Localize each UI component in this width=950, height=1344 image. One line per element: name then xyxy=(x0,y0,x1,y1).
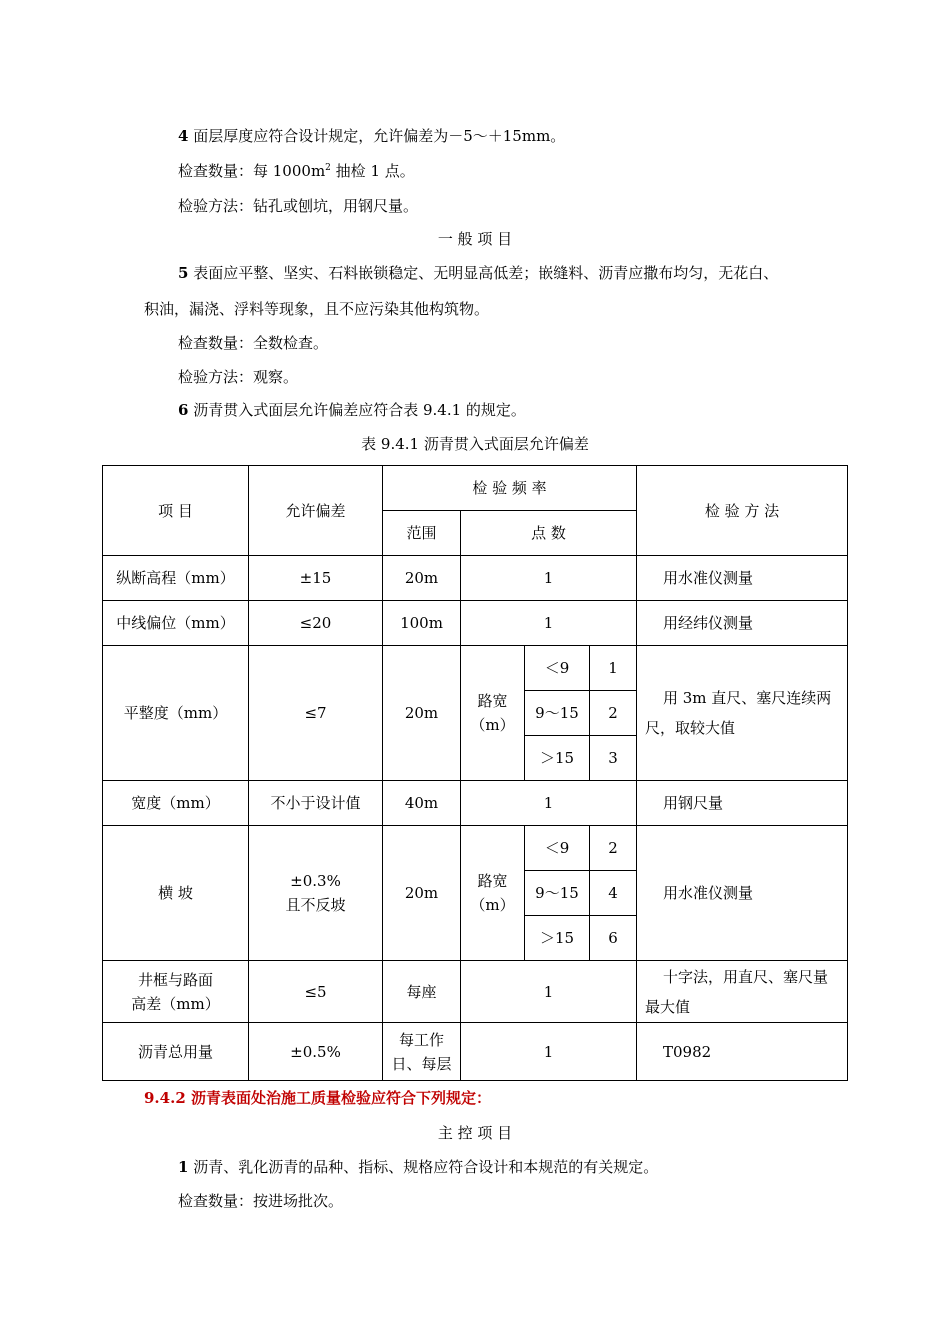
row-item: 平整度（mm） xyxy=(103,646,249,781)
paragraph-text: 沥青贯入式面层允许偏差应符合表 9.4.1 的规定。 xyxy=(193,401,526,419)
band-points: 3 xyxy=(590,736,637,781)
road-width-label: 路宽 （m） xyxy=(461,646,525,781)
row-item: 中线偏位（mm） xyxy=(103,601,249,646)
table-row xyxy=(103,1023,848,1081)
row-method: 用钢尺量 xyxy=(637,781,848,826)
quantity-text-end: 抽检 1 点。 xyxy=(330,162,415,180)
row-method: 用水准仪测量 xyxy=(637,556,848,601)
band-points: 2 xyxy=(590,826,637,871)
paragraph-6 xyxy=(178,400,526,420)
header-tolerance: 允许偏差 xyxy=(249,466,383,556)
row-item: 纵断高程（mm） xyxy=(103,556,249,601)
row-method: T0982 xyxy=(637,1023,848,1081)
row-item: 沥青总用量 xyxy=(103,1023,249,1081)
row-points: 1 xyxy=(461,1023,637,1081)
width-band: ＜9 xyxy=(525,826,590,871)
row-method: 用 3m 直尺、塞尺连续两 尺，取较大值 xyxy=(637,646,848,781)
table-row xyxy=(103,826,848,871)
row-points: 1 xyxy=(461,556,637,601)
row-tolerance: 不小于设计值 xyxy=(249,781,383,826)
table-row xyxy=(103,601,848,646)
main-items-heading: 主 控 项 目 xyxy=(437,1124,513,1142)
width-band: 9～15 xyxy=(525,871,590,916)
inspection-quantity: 检查数量：按进场批次。 xyxy=(178,1192,344,1210)
inspection-method: 检验方法：钻孔或刨坑，用钢尺量。 xyxy=(178,197,419,215)
row-tolerance: ≤20 xyxy=(249,601,383,646)
inspection-method: 检验方法：观察。 xyxy=(178,368,299,386)
table-row xyxy=(103,961,848,1023)
inspection-quantity xyxy=(178,161,415,181)
clause-number: 4 xyxy=(178,127,189,145)
table-caption: 表 9.4.1 沥青贯入式面层允许偏差 xyxy=(361,435,589,453)
clause-number: 6 xyxy=(178,401,189,419)
row-range: 每工作 日、每层 xyxy=(383,1023,461,1081)
band-points: 4 xyxy=(590,871,637,916)
band-points: 2 xyxy=(590,691,637,736)
tolerance-table-full xyxy=(102,465,848,1081)
road-width-label: 路宽 （m） xyxy=(461,826,525,961)
inspection-quantity: 检查数量：全数检查。 xyxy=(178,334,329,352)
clause-number: 5 xyxy=(178,264,189,282)
paragraph-4 xyxy=(178,126,565,146)
header-range: 范围 xyxy=(383,511,461,556)
section-heading: 9.4.2 沥青表面处治施工质量检验应符合下列规定： xyxy=(144,1089,491,1107)
superscript: 2 xyxy=(325,163,331,173)
header-item: 项 目 xyxy=(103,466,249,556)
row-item: 宽度（mm） xyxy=(103,781,249,826)
quantity-text: 检查数量：每 1000m xyxy=(178,162,326,180)
row-tolerance: ≤7 xyxy=(249,646,383,781)
row-range: 20m xyxy=(383,556,461,601)
width-band: 9～15 xyxy=(525,691,590,736)
header-frequency: 检 验 频 率 xyxy=(383,466,637,511)
width-band: ＞15 xyxy=(525,916,590,961)
paragraph-text: 表面应平整、坚实、石料嵌锁稳定、无明显高低差；嵌缝料、沥青应撒布均匀，无花白、 xyxy=(193,264,779,282)
table-row xyxy=(103,781,848,826)
header-method: 检 验 方 法 xyxy=(637,466,848,556)
row-tolerance: ±0.3% 且不反坡 xyxy=(249,826,383,961)
general-items-heading: 一 般 项 目 xyxy=(437,230,513,248)
row-range: 100m xyxy=(383,601,461,646)
row-method: 用经纬仪测量 xyxy=(637,601,848,646)
row-range: 40m xyxy=(383,781,461,826)
paragraph-5-continued: 积油，漏浇、浮料等现象，且不应污染其他构筑物。 xyxy=(144,300,490,318)
row-points: 1 xyxy=(461,601,637,646)
row-tolerance: ≤5 xyxy=(249,961,383,1023)
row-range: 20m xyxy=(383,646,461,781)
row-method: 十字法，用直尺、塞尺量 最大值 xyxy=(637,961,848,1023)
row-range: 每座 xyxy=(383,961,461,1023)
paragraph-1 xyxy=(178,1157,658,1177)
paragraph-text: 沥青、乳化沥青的品种、指标、规格应符合设计和本规范的有关规定。 xyxy=(193,1158,659,1176)
row-item: 井框与路面 高差（mm） xyxy=(103,961,249,1023)
width-band: ＞15 xyxy=(525,736,590,781)
header-points: 点 数 xyxy=(461,511,637,556)
width-band: ＜9 xyxy=(525,646,590,691)
band-points: 6 xyxy=(590,916,637,961)
paragraph-5 xyxy=(178,263,778,283)
row-item: 横 坡 xyxy=(103,826,249,961)
table-row xyxy=(103,646,848,691)
band-points: 1 xyxy=(590,646,637,691)
row-method: 用水准仪测量 xyxy=(637,826,848,961)
clause-number: 1 xyxy=(178,1158,189,1176)
row-range: 20m xyxy=(383,826,461,961)
row-points: 1 xyxy=(461,781,637,826)
table-row xyxy=(103,556,848,601)
row-points: 1 xyxy=(461,961,637,1023)
row-tolerance: ±15 xyxy=(249,556,383,601)
row-tolerance: ±0.5% xyxy=(249,1023,383,1081)
paragraph-text: 面层厚度应符合设计规定，允许偏差为－5～＋15mm。 xyxy=(193,127,566,145)
